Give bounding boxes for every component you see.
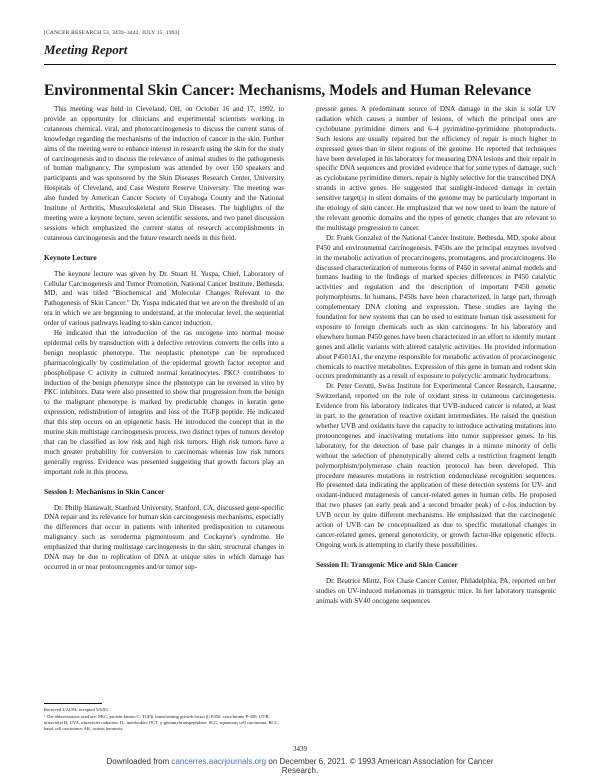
right-paragraph-2: Dr. Frank Gonzalez of the National Cancer Institute, Bethesda, MD, spoke about P450 and environmental carcinogenesis. P450s are the principal enzymes involved in the metabolic activation of procarcinogens, promutagens, and procarcinogens. He discussed characterization of numerous forms of P450 in several animal models and humans leading to the findings of marked species differences in P450 catalytic activities and regulation and the description of important P450 genetic polymorphisms. In humans, P450s have been characterized, in large part, through complementary DNA cloning and expression. These studies are laying the foundation for new systems that can be used to estimate human risk assessment for exposure to foreign chemicals such as skin carcinogens. In his laboratory and elsewhere human P450 genes have been characterized in an effort to identify mutant genes and allelic variants with altered catalytic activities. He provided information about P4501A1, the enzyme responsible for metabolic activation of procarcinogenic chemicals to reactive metabolites. Expression of this gene in human and rodent skin occurs predominantly as a result of exposure to polycyclic aromatic hydrocarbons. <box>316 233 556 381</box>
right-paragraph-1: pressor genes. A predominant source of DNA damage in the skin is solar UV radiation which causes a number of lesions, of which the principal ones are cyclobutane pyrimidine dimers and 6–4 pyrimidine-pyrimidone photoproducts. Such lesions are usually repaired but the efficiency of repair is much higher in expressed genes than in silent regions of the genome. He reported that techniques have been developed in his laboratory for measuring DNA lesions and their repair in specific DNA sequences and provided evidence that for some types of damage, such as cyclobutane pyrimidine dimers, repair is highly selective for the transcribed DNA strands in active genes. He suggested that sunlight-induced damage in certain sensitive target(s) in silent domains of the genome may be particularly important in the etiology of skin cancer. He emphasized that we now need to learn the nature of the relevant genomic domains and the types of genetic changes that are relevant to the multistage progression to cancer. <box>316 105 556 232</box>
session-2-paragraph-1: Dr. Beatrice Mintz, Fox Chase Cancer Center, Philadelphia, PA, reported on her studies on UV-induced melanomas in transgenic mice. In her laboratory transgenic animals with SV40 oncogene sequences <box>316 576 556 605</box>
received-date: Received 2/22/93; accepted 5/6/93. <box>44 706 109 712</box>
keynote-paragraph-1: The keynote lecture was given by Dr. Stuart H. Yuspa, Chief, Laboratory of Cellular Carcinogenesis and Tumor Promotion, National Cancer Institute, Bethesda, MD, and was titled "Biochemical and Molecular Changes Relevant to the Pathogenesis of Skin Cancer." Dr. Yuspa indicated that we are on the threshold of an era in which we are beginning to understand, at the molecular level, the sequential order of various pathways leading to skin cancer induction. <box>44 269 284 328</box>
keynote-paragraph-2: He indicated that the introduction of the ras oncogene into normal mouse epidermal cells by transduction with a defective retrovirus converts the cells into a benign neoplastic phenotype. The neoplastic phenotype can be reproduced pharmacologically by costimulation of the epidermal growth factor receptor and phospholipase C activity in cultured normal keratinocytes. PKC¹ contributes to induction of the benign phenotype since the phenotype can be reversed in vitro by PKC inhibitors. Data were also presented to show that progression from the benign to the malignant phenotype is marked by predictable changes in keratin gene expression, redistribution of integrins and loss of the TGFβ peptide. He indicated that this step occurs on an epigenetic basis. He introduced the concept that in the murine skin multistage carcinogenesis process, two distinct types of tumors develop that can be classified as low risk and high risk tumors. High risk tumors have a much greater probability for conversion to carcinomas whereas low risk tumors generally regress. Evidence was presented suggesting that growth factors play an important role in this process. <box>44 329 284 476</box>
section-type-heading: Meeting Report <box>44 42 128 57</box>
session-2-heading: Session II: Transgenic Mice and Skin Cancer <box>316 559 458 569</box>
session-1-heading: Session I: Mechanisms in Skin Cancer <box>44 486 165 496</box>
download-link[interactable]: cancerres.aacrjournals.org <box>171 757 267 766</box>
keynote-heading: Keynote Lecture <box>44 252 97 262</box>
article-title: Environmental Skin Cancer: Mechanisms, Models and Human Relevance <box>44 82 532 99</box>
right-column <box>316 105 556 606</box>
right-paragraph-3: Dr. Peter Cerutti, Swiss Institute for Experimental Cancer Research, Lausanne, Switzerland, reported on the role of oxidant stress in cutaneous carcinogenesis. Evidence from his laboratory indicates that UVB-induced cancer is related, at least in part, to the generation of reactive oxidant intermediates. He raised the question whether UVB and oxidants have the capacity to introduce activating mutations into protooncogenes and inactivating mutations into tumor suppressor genes. In his laboratory, for the detection of base pair changes in a minute minority of cells without the selection of phenotypically altered cells a restriction fragment length polymorphism/polymerase chain reaction protocol has been developed. This procedure measures mutations in restriction endonuclease recognition sequences. He presented data indicating the application of these detection systems for UV- and oxidant-induced mutagenesis of cancer-related genes in human cells. He proposed that two phases (an early peak and a second broader peak) of c-fos induction by UVB occur by quite different mechanisms. He emphasized that the carcinogenic action of UVB can be conceptualized as due to specific mutational changes in cancer-related genes, general genotoxicity, or growth factor-like epigenetic effects. Ongoing work is attempting to clarify these possibilities. <box>316 382 556 549</box>
session-1-paragraph-1: Dr. Philip Hanawalt, Stanford University, Stanford, CA, discussed gene-specific DNA repair and its relevance for human skin carcinogenesis mechanisms, especially the differences that occur in patients with inherited predisposition to cutaneous malignancy such as xeroderma pigmentosum and Cockayne's syndrome. He emphasized that during multistage carcinogenesis in the skin, structural changes in DNA may be due to replication of DNA at unique sites in which damage has occurred in or near protooncogenes and/or tumor sup- <box>44 503 284 571</box>
download-line-2: Research. <box>281 766 319 775</box>
download-notice <box>0 757 600 775</box>
footnote-rule <box>44 703 102 704</box>
page-number: 3439 <box>293 745 307 753</box>
left-column <box>44 105 284 573</box>
download-prefix: Downloaded from <box>106 757 172 766</box>
abbreviations-footnote: ¹ The abbreviations used are: PKC, protein kinase C; TGFβ, transforming growth factor β; P450, cytochrome P-450; UVB, ultraviolet B; UVA, ultraviolet radiation; IL, interleukin; OCT, γ-glutamyltranspeptidase; SCC, squamous cell carcinoma; BCC, basal cell carcinoma; AK, actinic keratosis. <box>44 714 279 732</box>
header-rule <box>44 64 556 65</box>
intro-paragraph: This meeting was held in Cleveland, OH, on October 16 and 17, 1992, to provide an opportunity for clinicians and experimental scientists working in cutaneous chemical, viral, and photocarcinogenesis to discuss the current status of knowledge regarding the mechanisms of the induction of cancer in the skin. Further aims of the meeting were to enhance interest in research using the skin for the study of carcinogenesis and to discuss the relevance of animal studies to the pathogenesis of human malignancy. The symposium was attended by over 150 speakers and participants and was sponsored by the Skin Diseases Research Center, University Hospitals of Cleveland, and Case Western Reserve University. The meeting was also funded by American Cancer Society of Cuyahoga County and the National Institute of Arthritis, Musculoskeletal and Skin Diseases. The highlights of the meeting were a keynote lecture, seven scientific sessions, and two panel discussion sessions which emphasized the current status of research accomplishments in cutaneous carcinogenesis and the future research needs in this field. <box>44 105 284 242</box>
footnotes <box>44 703 284 734</box>
download-suffix: on December 6, 2021. © 1993 American Association for Cancer <box>266 757 494 766</box>
journal-citation: [CANCER RESEARCH 53, 3439–3442, JULY 15, 1993] <box>44 30 180 36</box>
